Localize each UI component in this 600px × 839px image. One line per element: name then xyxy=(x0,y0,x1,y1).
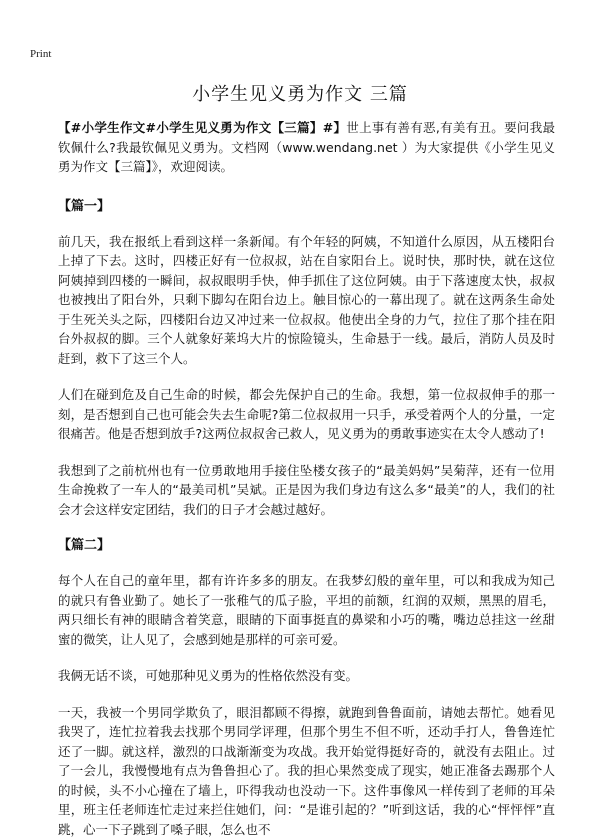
intro-paragraph xyxy=(58,118,555,177)
section-2-paragraph-3: 一天，我被一个男同学欺负了，眼泪都顾不得擦，就跑到鲁鲁面前，请她去帮忙。她看见我哭了，连忙拉着我去找那个男同学评理，但那个男生不但不听，还动手打人，鲁鲁连忙还了一脚。就这样，激烈的口战渐渐变为攻战。我开始觉得挺好奇的，就没有去阻止。过了一会儿，我慢慢地有点为鲁鲁担心了。我的担心果然变成了现实，她正准备去踢那个人的时候，头不小心撞在了墙上，吓得我动也没动一下。这件事像风一样传到了老师的耳朵里，班主任老师连忙走过来拦住她们，问：“是谁引起的？”听到这话，我的心“怦怦怦”直跳，心一下子跳到了嗓子眼，怎么也不 xyxy=(58,703,555,839)
intro-text: 世上事有善有恶,有美有丑。要问我最钦佩什么?我最钦佩见义勇为。文档网（www.wendang.net ）为大家提供《小学生见义勇为作文【三篇】》，欢迎阅读。 xyxy=(58,120,555,174)
section-heading-2: 【篇二】 xyxy=(58,536,555,555)
section-heading-1: 【篇一】 xyxy=(58,197,555,216)
section-1-paragraph-2: 人们在碰到危及自己生命的时候，都会先保护自己的生命。我想，第一位叔叔伸手的那一刻，是否想到自己也可能会失去生命呢?第二位叔叔用一只手，承受着两个人的分量，一定很痛苦。他是否想到放手?这两位叔叔舍己救人，见义勇为的勇敢事迹实在太令人感动了! xyxy=(58,385,555,444)
article-body xyxy=(58,118,555,839)
page-title: 小学生见义勇为作文 三篇 xyxy=(0,80,600,106)
section-1-paragraph-3: 我想到了之前杭州也有一位勇敢地用手接住坠楼女孩子的“最美妈妈”吴菊萍，还有一位用生命挽救了一车人的“最美司机”吴斌。正是因为我们身边有这么多“最美”的人，我们的社会才会这样安定团结，我们的日子才会越过越好。 xyxy=(58,461,555,520)
intro-tag: 【#小学生作文#小学生见义勇为作文【三篇】#】 xyxy=(58,120,346,135)
section-1-paragraph-1: 前几天，我在报纸上看到这样一条新闻。有个年轻的阿姨，不知道什么原因，从五楼阳台上掉了下去。这时，四楼正好有一位叔叔，站在自家阳台上。说时快，那时快，就在这位阿姨掉到四楼的一瞬间，叔叔眼明手快，伸手抓住了这位阿姨。由于下落速度太快，叔叔也被拽出了阳台外，只剩下脚勾在阳台边上。触目惊心的一幕出现了。就在这两条生命处于生死关头之际，四楼阳台边又冲过来一位叔叔。他使出全身的力气，拉住了那个挂在阳台外叔叔的脚。三个人就象好莱坞大片的惊险镜头，生命悬于一线。最后，消防人员及时赶到，救下了这三个人。 xyxy=(58,232,555,369)
section-2-paragraph-1: 每个人在自己的童年里，都有许许多多的朋友。在我梦幻般的童年里，可以和我成为知己的就只有鲁业勤了。她长了一张稚气的瓜子脸，平坦的前额，红润的双颊，黑黑的眉毛，两只细长有神的眼睛含着笑意，眼睛的下面事挺直的鼻梁和小巧的嘴，嘴边总挂这一丝甜蜜的微笑，让人见了，会感到她是那样的可亲可爱。 xyxy=(58,571,555,649)
section-2-paragraph-2: 我俩无话不谈，可她那种见义勇为的性格依然没有变。 xyxy=(58,666,555,686)
print-label: Print xyxy=(30,48,51,60)
